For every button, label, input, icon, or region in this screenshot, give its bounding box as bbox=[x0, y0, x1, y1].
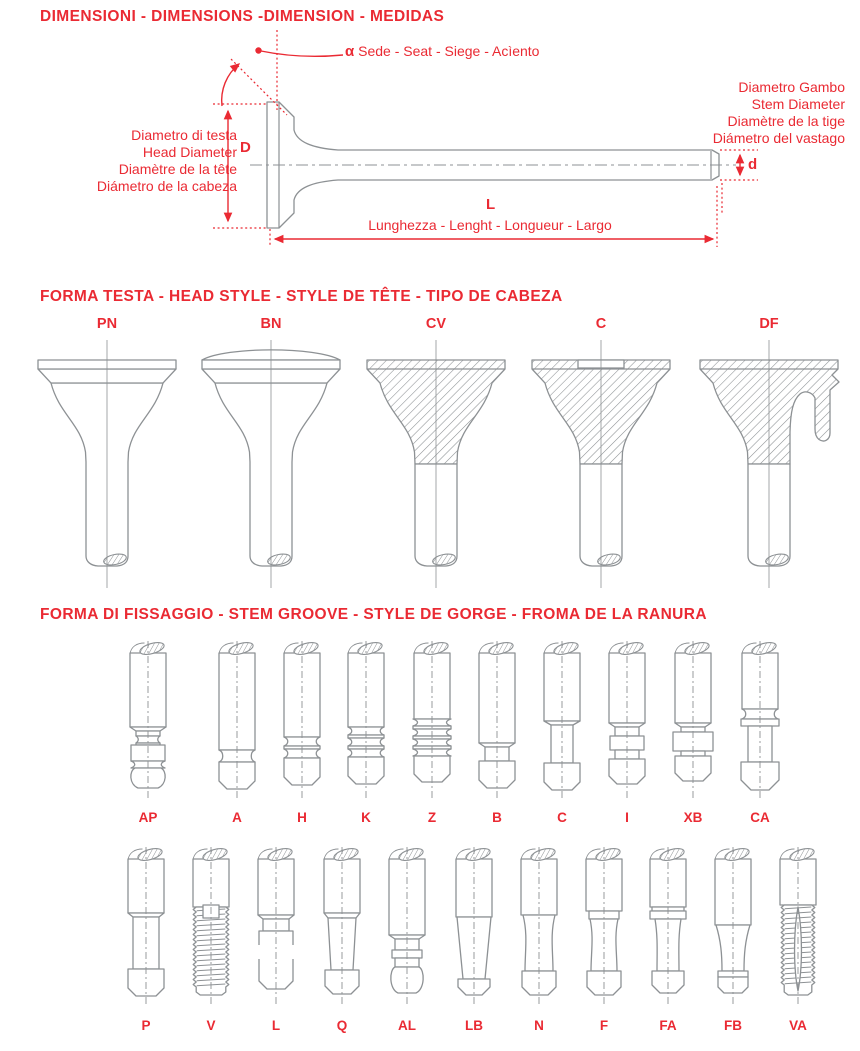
stem-groove-label: Z bbox=[427, 810, 437, 825]
alpha-symbol: α bbox=[345, 43, 355, 60]
head-style-drawing-DF bbox=[684, 336, 854, 596]
seat-angle-label bbox=[345, 43, 539, 60]
head-style-figure bbox=[351, 336, 521, 596]
stem-groove-drawing-FB bbox=[705, 846, 761, 1010]
stem-groove-label: AP bbox=[138, 810, 158, 825]
length-symbol: L bbox=[486, 196, 496, 213]
stem-groove-drawing-AL bbox=[379, 846, 435, 1010]
stem-groove-drawing-P bbox=[118, 846, 174, 1010]
stem-groove-label: P bbox=[141, 1018, 151, 1033]
stem-groove-drawing-H bbox=[274, 640, 330, 804]
head-style-figure bbox=[22, 336, 192, 596]
head-diameter-label-line: Head Diameter bbox=[142, 144, 237, 160]
stem-groove-drawing-K bbox=[338, 640, 394, 804]
stem-groove-label: Q bbox=[336, 1018, 348, 1033]
stem-groove-figure bbox=[511, 846, 567, 1010]
stem-groove-label: C bbox=[557, 810, 567, 825]
head-diameter-label-line: Diamètre de la tête bbox=[118, 161, 237, 177]
stem-groove-figure bbox=[665, 640, 721, 804]
stem-groove-label: L bbox=[271, 1018, 281, 1033]
head-style-label: DF bbox=[759, 316, 779, 332]
stem-groove-drawing-N bbox=[511, 846, 567, 1010]
stem-groove-section-title: FORMA DI FISSAGGIO - STEM GROOVE - STYLE DE GORGE - FROMA DE LA RANURA bbox=[40, 606, 707, 623]
stem-groove-drawing-VA bbox=[770, 846, 826, 1010]
stem-groove-figure bbox=[314, 846, 370, 1010]
stem-groove-drawing-I bbox=[599, 640, 655, 804]
stem-groove-label: N bbox=[534, 1018, 544, 1033]
stem-groove-drawing-AP bbox=[120, 640, 176, 804]
head-style-label: C bbox=[595, 316, 607, 332]
stem-groove-label: A bbox=[232, 810, 242, 825]
stem-groove-figure bbox=[534, 640, 590, 804]
head-style-figure bbox=[516, 336, 686, 596]
stem-diameter-symbol: d bbox=[748, 156, 758, 173]
stem-groove-label: AL bbox=[398, 1018, 416, 1033]
stem-groove-figure bbox=[404, 640, 460, 804]
stem-groove-figure bbox=[209, 640, 265, 804]
stem-groove-figure bbox=[469, 640, 525, 804]
stem-groove-figure bbox=[379, 846, 435, 1010]
stem-groove-drawing-LB bbox=[446, 846, 502, 1010]
stem-groove-drawing-CA bbox=[732, 640, 788, 804]
stem-groove-drawing-L bbox=[248, 846, 304, 1010]
stem-groove-figure bbox=[183, 846, 239, 1010]
stem-groove-drawing-FA bbox=[640, 846, 696, 1010]
stem-diameter-label-line: Diámetro del vastago bbox=[712, 130, 845, 146]
head-style-drawing-C bbox=[516, 336, 686, 596]
stem-groove-figure bbox=[446, 846, 502, 1010]
head-style-drawing-BN bbox=[186, 336, 356, 596]
stem-groove-figure bbox=[338, 640, 394, 804]
stem-groove-label: B bbox=[492, 810, 502, 825]
stem-groove-figure bbox=[120, 640, 176, 804]
head-diameter-symbol: D bbox=[240, 139, 251, 156]
stem-groove-drawing-B bbox=[469, 640, 525, 804]
stem-groove-figure bbox=[705, 846, 761, 1010]
stem-groove-label: I bbox=[625, 810, 629, 825]
stem-groove-label: XB bbox=[683, 810, 703, 825]
stem-diameter-label-line: Diametro Gambo bbox=[738, 79, 845, 95]
stem-groove-figure bbox=[770, 846, 826, 1010]
stem-groove-drawing-V bbox=[183, 846, 239, 1010]
stem-diameter-label-line: Diamètre de la tige bbox=[727, 113, 845, 129]
stem-groove-figure bbox=[732, 640, 788, 804]
stem-groove-drawing-F bbox=[576, 846, 632, 1010]
stem-groove-drawing-A bbox=[209, 640, 265, 804]
stem-groove-label: CA bbox=[750, 810, 770, 825]
head-diameter-label-line: Diametro di testa bbox=[131, 127, 237, 143]
stem-groove-drawing-XB bbox=[665, 640, 721, 804]
stem-groove-drawing-Q bbox=[314, 846, 370, 1010]
stem-groove-figure bbox=[274, 640, 330, 804]
stem-groove-label: K bbox=[361, 810, 371, 825]
stem-groove-figure bbox=[599, 640, 655, 804]
head-style-figure bbox=[186, 336, 356, 596]
stem-groove-label: H bbox=[297, 810, 307, 825]
stem-groove-figure bbox=[248, 846, 304, 1010]
stem-groove-label: V bbox=[206, 1018, 216, 1033]
stem-groove-label: F bbox=[599, 1018, 609, 1033]
head-style-section-title: FORMA TESTA - HEAD STYLE - STYLE DE TÊTE - TIPO DE CABEZA bbox=[40, 288, 563, 305]
head-style-label: PN bbox=[96, 316, 118, 332]
head-diameter-label-block bbox=[40, 127, 237, 195]
stem-groove-figure bbox=[640, 846, 696, 1010]
dimensions-section-title: DIMENSIONI - DIMENSIONS -DIMENSION - MEDIDAS bbox=[40, 8, 445, 25]
valve-dimension-drawing bbox=[0, 0, 860, 262]
stem-groove-drawing-Z bbox=[404, 640, 460, 804]
stem-groove-figure bbox=[118, 846, 174, 1010]
length-label: Lunghezza - Lenght - Longueur - Largo bbox=[368, 217, 612, 233]
seat-label-text: Sede - Seat - Siege - Acìento bbox=[358, 43, 540, 59]
head-style-figure bbox=[684, 336, 854, 596]
head-style-drawing-PN bbox=[22, 336, 192, 596]
stem-diameter-label-block bbox=[640, 79, 845, 147]
head-diameter-label-line: Diámetro de la cabeza bbox=[96, 178, 237, 194]
stem-groove-label: FB bbox=[724, 1018, 742, 1033]
stem-groove-label: FA bbox=[659, 1018, 677, 1033]
head-style-label: CV bbox=[425, 316, 447, 332]
stem-groove-label: VA bbox=[789, 1018, 807, 1033]
head-style-drawing-CV bbox=[351, 336, 521, 596]
stem-diameter-label-line: Stem Diameter bbox=[751, 96, 845, 112]
stem-groove-drawing-C bbox=[534, 640, 590, 804]
head-style-label: BN bbox=[260, 316, 282, 332]
stem-groove-figure bbox=[576, 846, 632, 1010]
stem-groove-label: LB bbox=[465, 1018, 483, 1033]
